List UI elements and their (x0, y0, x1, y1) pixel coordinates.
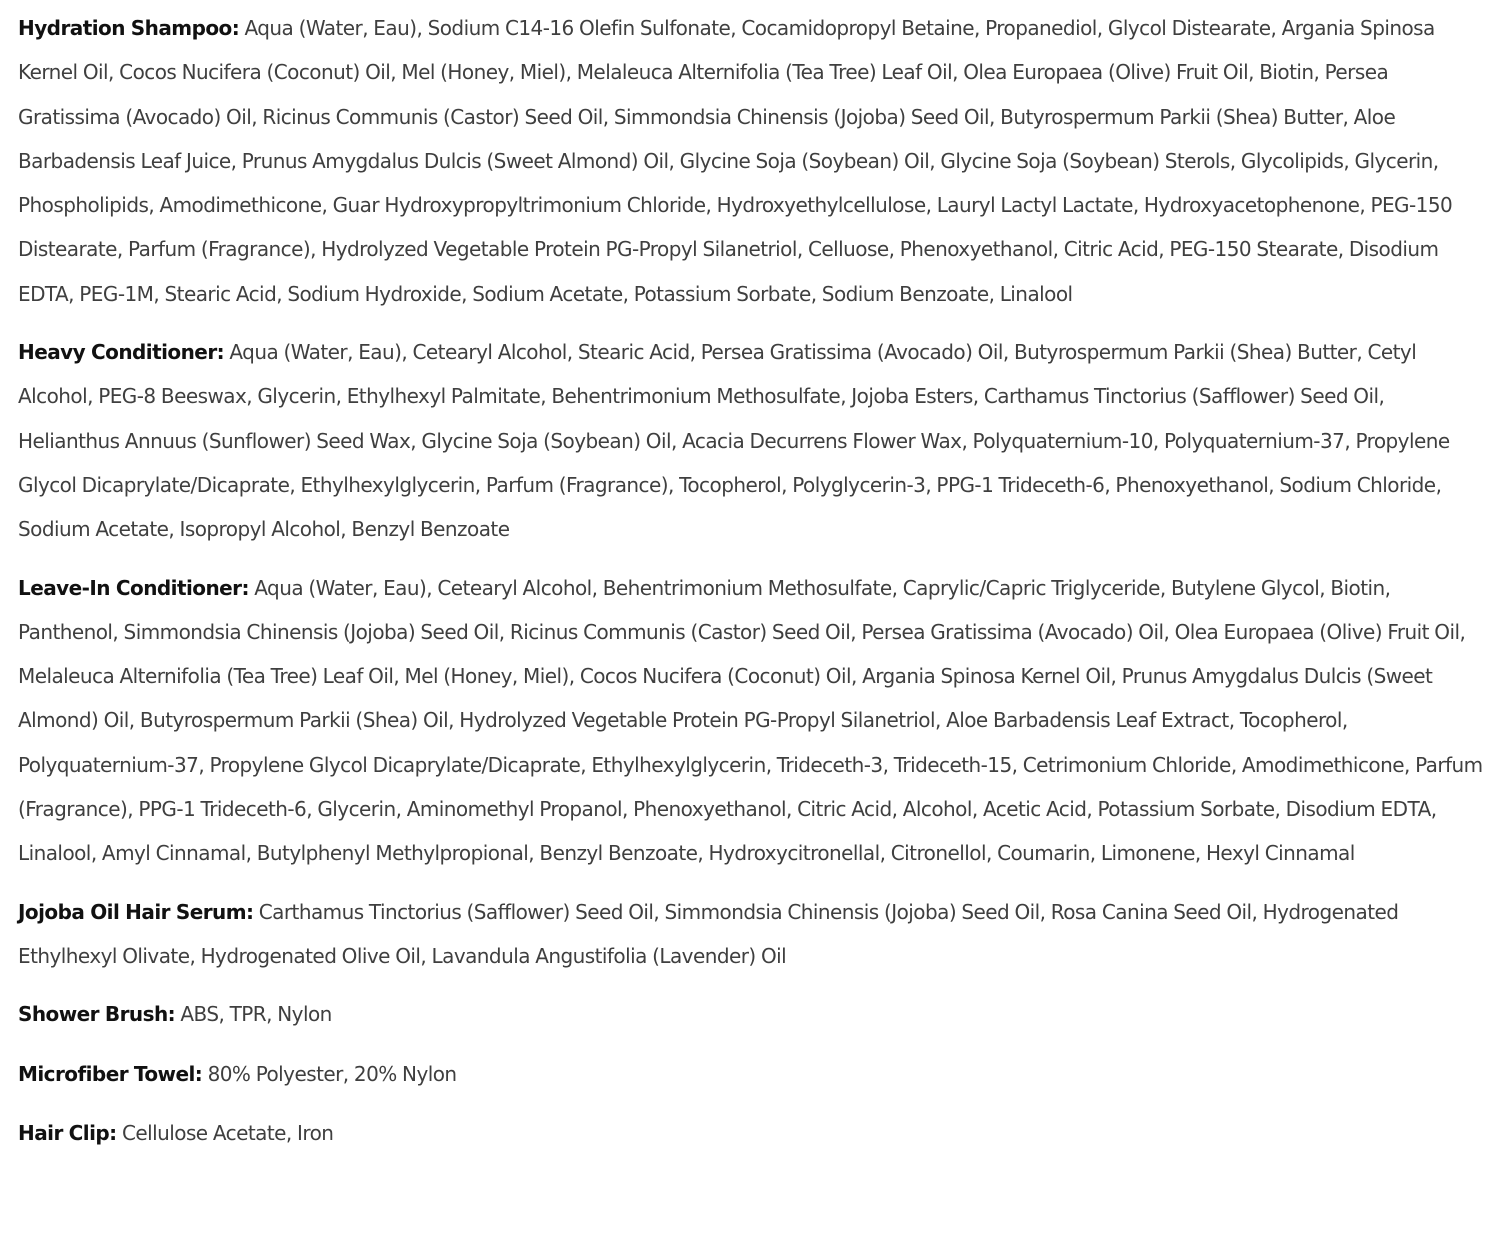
product-name: Heavy Conditioner: (18, 340, 225, 365)
ingredient-list: Aqua (Water, Eau), Sodium C14-16 Olefin Sulfonate, Cocamidopropyl Betaine, Propanediol, Glycol Distearate, Argania Spinosa Kernel Oil, Cocos Nucifera (Coconut) Oil, Mel (Honey, Miel), Melaleuca Alternifolia (Tea Tree) Leaf Oil, Olea Europaea (Olive) Fruit Oil, Biotin, Persea Gratissima (Avocado) Oil, Ricinus Communis (Castor) Seed Oil, Simmondsia Chinensis (Jojoba) Seed Oil, Butyrospermum Parkii (Shea) Butter, Aloe Barbadensis Leaf Juice, Prunus Amygdalus Dulcis (Sweet Almond) Oil, Glycine Soja (Soybean) Oil, Glycine Soja (Soybean) Sterols, Glycolipids, Glycerin, Phospholipids, Amodimethicone, Guar Hydroxypropyltrimonium Chloride, Hydroxyethylcellulose, Lauryl Lactyl Lactate, Hydroxyacetophenone, PEG-150 Distearate, Parfum (Fragrance), Hydrolyzed Vegetable Protein PG-Propyl Silanetriol, Celluose, Phenoxyethanol, Citric Acid, PEG-150 Stearate, Disodium EDTA, PEG-1M, Stearic Acid, Sodium Hydroxide, Sodium Acetate, Potassium Sorbate, Sodium Benzoate, Linalool (18, 16, 1453, 306)
product-name: Leave-In Conditioner: (18, 575, 249, 600)
hydration-shampoo-ingredients (18, 6, 1486, 316)
ingredient-list: Aqua (Water, Eau), Cetearyl Alcohol, Behentrimonium Methosulfate, Caprylic/Capric Triglyceride, Butylene Glycol, Biotin, Panthenol, Simmondsia Chinensis (Jojoba) Seed Oil, Ricinus Communis (Castor) Seed Oil, Persea Gratissima (Avocado) Oil, Olea Europaea (Olive) Fruit Oil, Melaleuca Alternifolia (Tea Tree) Leaf Oil, Mel (Honey, Miel), Cocos Nucifera (Coconut) Oil, Argania Spinosa Kernel Oil, Prunus Amygdalus Dulcis (Sweet Almond) Oil, Butyrospermum Parkii (Shea) Oil, Hydrolyzed Vegetable Protein PG-Propyl Silanetriol, Aloe Barbadensis Leaf Extract, Tocopherol, Polyquaternium-37, Propylene Glycol Dicaprylate/Dicaprate, Ethylhexylglycerin, Trideceth-3, Trideceth-15, Cetrimonium Chloride, Amodimethicone, Parfum (Fragrance), PPG-1 Trideceth-6, Glycerin, Aminomethyl Propanol, Phenoxyethanol, Citric Acid, Alcohol, Acetic Acid, Potassium Sorbate, Disodium EDTA, Linalool, Amyl Cinnamal, Butylphenyl Methylpropional, Benzyl Benzoate, Hydroxycitronellal, Citronellol, Coumarin, Limonene, Hexyl Cinnamal (18, 575, 1483, 866)
ingredient-list: Carthamus Tinctorius (Safflower) Seed Oil, Simmondsia Chinensis (Jojoba) Seed Oil, Rosa Canina Seed Oil, Hydrogenated Ethylhexyl Olivate, Hydrogenated Olive Oil, Lavandula Angustifolia (Lavender) Oil (18, 899, 1399, 968)
product-name: Hydration Shampoo: (18, 16, 240, 40)
leave-in-conditioner-ingredients (18, 566, 1486, 876)
microfiber-towel-materials (18, 1052, 1486, 1096)
product-name: Hair Clip: (18, 1120, 117, 1145)
shower-brush-materials (18, 992, 1486, 1036)
product-name: Shower Brush: (18, 1002, 176, 1027)
jojoba-oil-hair-serum-ingredients (18, 890, 1486, 979)
material-list: Cellulose Acetate, Iron (121, 1120, 334, 1145)
material-list: ABS, TPR, Nylon (180, 1002, 332, 1027)
ingredient-list: Aqua (Water, Eau), Cetearyl Alcohol, Stearic Acid, Persea Gratissima (Avocado) Oil, Butyrospermum Parkii (Shea) Butter, Cetyl Alcohol, PEG-8 Beeswax, Glycerin, Ethylhexyl Palmitate, Behentrimonium Methosulfate, Jojoba Esters, Carthamus Tinctorius (Safflower) Seed Oil, Helianthus Annuus (Sunflower) Seed Wax, Glycine Soja (Soybean) Oil, Acacia Decurrens Flower Wax, Polyquaternium-10, Polyquaternium-37, Propylene Glycol Dicaprylate/Dicaprate, Ethylhexylglycerin, Parfum (Fragrance), Tocopherol, Polyglycerin-3, PPG-1 Trideceth-6, Phenoxyethanol, Sodium Chloride, Sodium Acetate, Isopropyl Alcohol, Benzyl Benzoate (18, 340, 1450, 542)
heavy-conditioner-ingredients (18, 330, 1486, 551)
material-list: 80% Polyester, 20% Nylon (207, 1061, 457, 1086)
product-name: Jojoba Oil Hair Serum: (18, 899, 254, 924)
hair-clip-materials (18, 1111, 1486, 1155)
product-name: Microfiber Towel: (18, 1061, 203, 1086)
